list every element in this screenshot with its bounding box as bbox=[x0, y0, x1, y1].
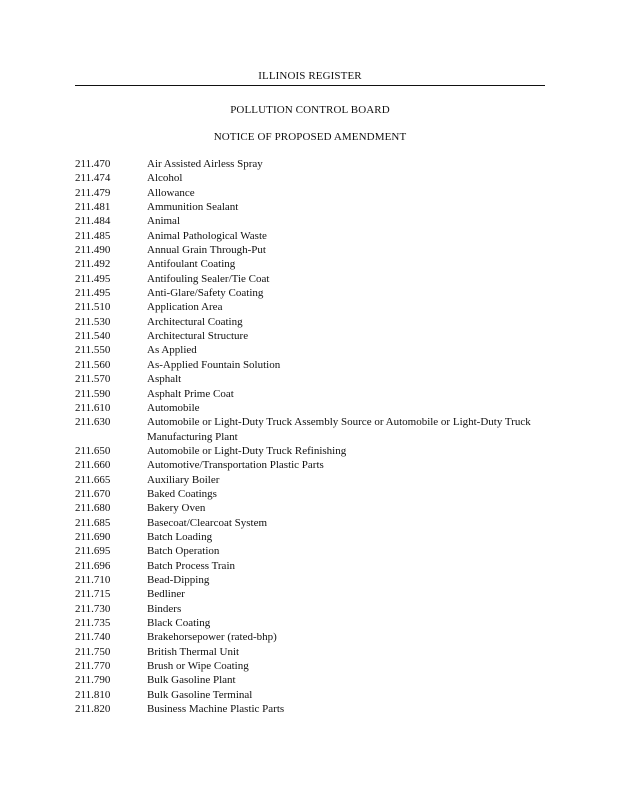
section-number: 211.690 bbox=[75, 530, 111, 543]
section-number: 211.790 bbox=[75, 674, 111, 687]
section-term: Baked Coatings bbox=[147, 487, 217, 500]
section-number: 211.484 bbox=[75, 215, 111, 228]
list-item bbox=[0, 358, 619, 372]
section-number: 211.750 bbox=[75, 645, 111, 658]
list-item bbox=[0, 243, 619, 257]
section-number: 211.485 bbox=[75, 229, 111, 242]
section-number: 211.680 bbox=[75, 502, 111, 515]
list-item bbox=[0, 300, 619, 314]
list-item bbox=[0, 458, 619, 472]
section-number: 211.560 bbox=[75, 358, 111, 371]
list-item bbox=[0, 530, 619, 544]
section-term: Brakehorsepower (rated-bhp) bbox=[147, 631, 277, 644]
section-term: Batch Loading bbox=[147, 530, 213, 543]
list-item bbox=[0, 587, 619, 601]
section-number: 211.550 bbox=[75, 344, 111, 357]
list-item bbox=[0, 501, 619, 515]
section-number: 211.479 bbox=[75, 186, 111, 199]
section-number: 211.492 bbox=[75, 258, 111, 271]
section-term: Bead-Dipping bbox=[147, 573, 210, 586]
section-term: Binders bbox=[147, 602, 182, 615]
section-term: Architectural Structure bbox=[147, 330, 249, 343]
section-term: Brush or Wipe Coating bbox=[147, 660, 249, 673]
section-term: Asphalt Prime Coat bbox=[147, 387, 234, 400]
section-number: 211.650 bbox=[75, 444, 111, 457]
section-term: Asphalt bbox=[147, 373, 182, 386]
section-term: Batch Operation bbox=[147, 545, 220, 558]
section-term: Business Machine Plastic Parts bbox=[147, 703, 285, 716]
definitions-list bbox=[0, 157, 619, 716]
agency-title: POLLUTION CONTROL BOARD bbox=[230, 104, 390, 116]
section-term: Architectural Coating bbox=[147, 315, 243, 328]
section-term: British Thermal Unit bbox=[147, 645, 240, 658]
section-number: 211.770 bbox=[75, 660, 111, 673]
section-term: Batch Process Train bbox=[147, 559, 235, 572]
list-item bbox=[0, 343, 619, 357]
list-item bbox=[0, 688, 619, 702]
section-term: Bulk Gasoline Terminal bbox=[147, 688, 253, 701]
section-number: 211.495 bbox=[75, 287, 111, 300]
section-term: Antifouling Sealer/Tie Coat bbox=[147, 272, 270, 285]
section-term: Antifoulant Coating bbox=[147, 258, 236, 271]
list-item bbox=[0, 171, 619, 185]
section-term: Allowance bbox=[147, 186, 195, 199]
list-item bbox=[0, 616, 619, 630]
list-item bbox=[0, 387, 619, 401]
section-term: Basecoat/Clearcoat System bbox=[147, 516, 268, 529]
list-item bbox=[0, 401, 619, 415]
list-item bbox=[0, 516, 619, 530]
section-term: Annual Grain Through-Put bbox=[147, 244, 266, 257]
header-rule bbox=[75, 85, 545, 86]
section-number: 211.820 bbox=[75, 703, 111, 716]
section-number: 211.481 bbox=[75, 201, 111, 214]
list-item bbox=[0, 229, 619, 243]
section-term: Automobile or Light-Duty Truck Assembly Source or Automobile or Light-Duty Truck Manufacturing Plant bbox=[147, 416, 531, 443]
list-item bbox=[0, 214, 619, 228]
list-item bbox=[0, 645, 619, 659]
section-term: As Applied bbox=[147, 344, 197, 357]
list-item bbox=[0, 329, 619, 343]
section-number: 211.695 bbox=[75, 545, 111, 558]
section-term: Bedliner bbox=[147, 588, 185, 601]
list-item bbox=[0, 544, 619, 558]
list-item bbox=[0, 559, 619, 573]
section-number: 211.670 bbox=[75, 487, 111, 500]
section-term: Bulk Gasoline Plant bbox=[147, 674, 236, 687]
section-number: 211.660 bbox=[75, 459, 111, 472]
section-number: 211.610 bbox=[75, 401, 111, 414]
list-item bbox=[0, 573, 619, 587]
list-item bbox=[0, 630, 619, 644]
section-number: 211.540 bbox=[75, 330, 111, 343]
section-term: Automobile bbox=[147, 401, 200, 414]
section-term: Black Coating bbox=[147, 617, 211, 629]
section-number: 211.495 bbox=[75, 272, 111, 285]
section-number: 211.570 bbox=[75, 373, 111, 386]
section-term: As-Applied Fountain Solution bbox=[147, 358, 281, 371]
section-number: 211.590 bbox=[75, 387, 111, 400]
section-number: 211.730 bbox=[75, 602, 111, 615]
section-term: Anti-Glare/Safety Coating bbox=[147, 287, 264, 300]
section-number: 211.665 bbox=[75, 473, 111, 486]
section-term: Bakery Oven bbox=[147, 502, 206, 515]
list-item bbox=[0, 257, 619, 271]
list-item bbox=[0, 157, 619, 171]
section-term: Auxiliary Boiler bbox=[147, 473, 220, 486]
section-term: Air Assisted Airless Spray bbox=[147, 158, 263, 170]
section-number: 211.696 bbox=[75, 559, 111, 572]
section-number: 211.735 bbox=[75, 617, 111, 629]
section-number: 211.530 bbox=[75, 315, 111, 328]
list-item bbox=[0, 286, 619, 300]
list-item bbox=[0, 444, 619, 458]
section-term: Ammunition Sealant bbox=[147, 201, 239, 214]
section-term: Automobile or Light-Duty Truck Refinishing bbox=[147, 444, 347, 457]
list-item bbox=[0, 272, 619, 286]
list-item bbox=[0, 372, 619, 386]
section-term: Animal bbox=[147, 215, 180, 228]
section-number: 211.490 bbox=[75, 244, 111, 257]
section-number: 211.474 bbox=[75, 172, 111, 185]
section-term: Animal Pathological Waste bbox=[147, 229, 267, 242]
list-item bbox=[0, 200, 619, 214]
section-number: 211.810 bbox=[75, 688, 111, 701]
section-number: 211.510 bbox=[75, 301, 111, 314]
register-title: ILLINOIS REGISTER bbox=[258, 70, 362, 82]
list-item bbox=[0, 602, 619, 616]
list-item bbox=[0, 315, 619, 329]
section-number: 211.740 bbox=[75, 631, 111, 644]
section-number: 211.470 bbox=[75, 158, 111, 170]
section-number: 211.685 bbox=[75, 516, 111, 529]
section-number: 211.715 bbox=[75, 588, 111, 601]
list-item bbox=[0, 186, 619, 200]
notice-title: NOTICE OF PROPOSED AMENDMENT bbox=[213, 131, 407, 143]
list-item bbox=[0, 702, 619, 716]
section-number: 211.710 bbox=[75, 573, 111, 586]
section-term: Alcohol bbox=[147, 172, 183, 185]
section-term: Application Area bbox=[147, 301, 223, 314]
list-item bbox=[0, 415, 619, 444]
list-item bbox=[0, 659, 619, 673]
section-number: 211.630 bbox=[75, 416, 111, 429]
section-term: Automotive/Transportation Plastic Parts bbox=[147, 459, 324, 472]
list-item bbox=[0, 487, 619, 501]
list-item bbox=[0, 473, 619, 487]
list-item bbox=[0, 673, 619, 687]
